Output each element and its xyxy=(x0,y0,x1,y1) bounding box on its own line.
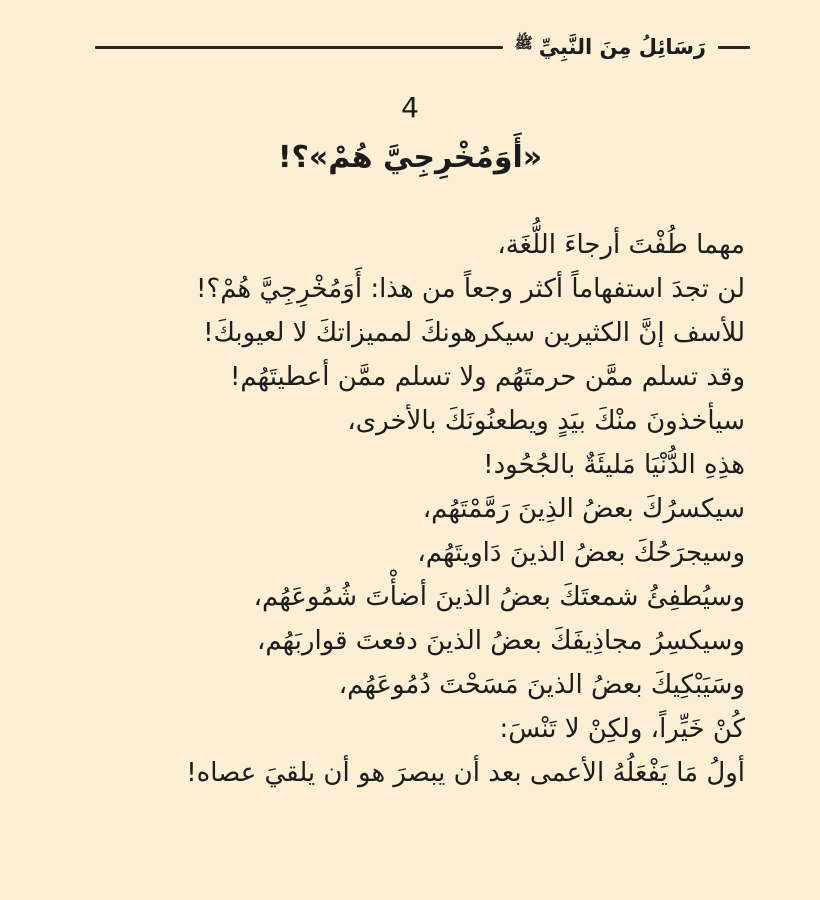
body-line: سيأخذونَ منْكَ بيَدٍ ويطعنُونَكَ بالأخرى، xyxy=(347,406,745,436)
book-title: رَسَائِلُ مِنَ النَّبِيِّ xyxy=(538,35,706,59)
body-line: للأسف إنَّ الكثيرين سيكرهونكَ لمميزاتكَ لا لعيوبكَ! xyxy=(203,318,745,348)
body-line: وسيُطفِئُ شمعتَكَ بعضُ الذينَ أضأْتَ شُمُوعَهُم، xyxy=(253,582,745,612)
body-line: وقد تسلم ممَّن حرمتَهُم ولا تسلم ممَّن أعطيتَهُم! xyxy=(230,362,745,392)
prophet-honorific-seal: ﷺ xyxy=(514,34,533,52)
body-line: مهما طُفْتَ أرجاءَ اللُّغَة، xyxy=(497,230,745,260)
header-rule-short xyxy=(718,46,750,49)
body-line: هذِهِ الدُّنْيَا مَليئَةٌ بالجُحُود! xyxy=(483,450,745,480)
chapter-title: «أَوَمُخْرِجِيَّ هُمْ»؟! xyxy=(277,140,543,175)
body-line: أولُ مَا يَفْعَلُهُ الأعمى بعد أن يبصرَ هو أن يلقيَ عصاه! xyxy=(186,758,745,788)
running-header xyxy=(0,0,820,64)
chapter-number: 4 xyxy=(401,91,419,124)
body-line: وسيكسِرُ مجاذِيفَكَ بعضُ الذينَ دفعتَ قواربَهُم، xyxy=(256,626,745,656)
book-title-wrap xyxy=(515,35,706,59)
body-line: وسيجرَحُكَ بعضُ الذينَ دَاويتَهُم، xyxy=(417,538,745,568)
body-line: سيكسرُكَ بعضُ الذِينَ رَمَّمْتَهُم، xyxy=(422,494,745,524)
header-rule-long xyxy=(95,46,503,49)
body-line: وسَيَبْكِيكَ بعضُ الذينَ مَسَحْتَ دُمُوعَهُم، xyxy=(338,670,745,700)
body-line: كُنْ خَيِّراً، ولكِنْ لا تَنْسَ: xyxy=(499,714,745,744)
body-line: لن تجدَ استفهاماً أكثر وجعاً من هذا: أَوَمُخْرِجِيَّ هُمْ؟! xyxy=(195,274,745,304)
chapter-body xyxy=(0,223,820,795)
